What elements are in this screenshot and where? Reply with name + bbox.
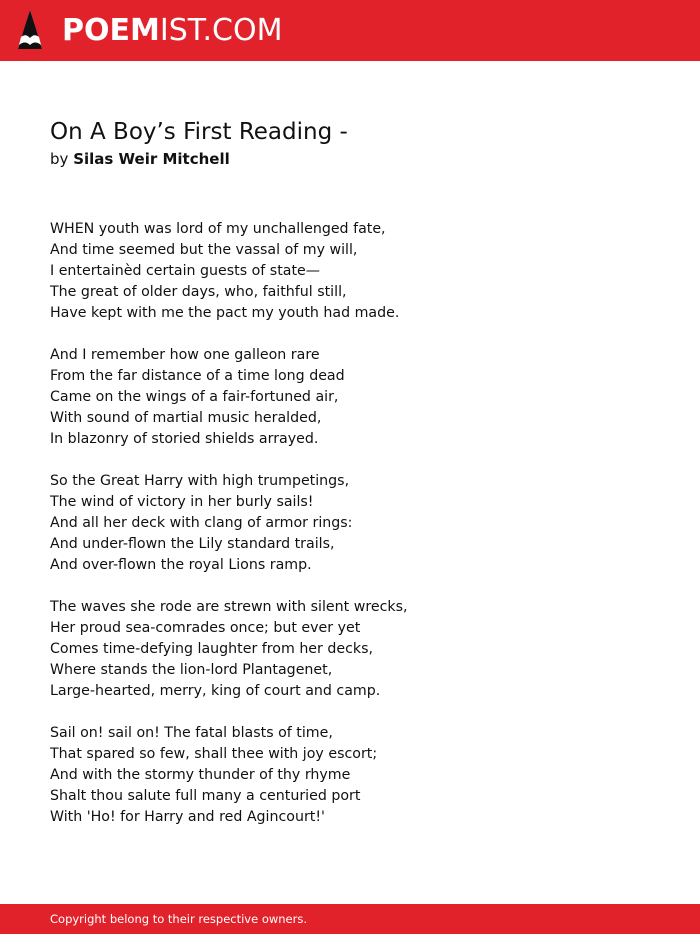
poem-line: And over-flown the royal Lions ramp. — [50, 557, 312, 573]
poem-line: Large-hearted, merry, king of court and camp. — [50, 683, 381, 699]
site-footer — [0, 904, 700, 934]
author-name: Silas Weir Mitchell — [73, 150, 230, 168]
poem-line: Where stands the lion-lord Plantagenet, — [50, 662, 333, 678]
copyright-notice: Copyright belong to their respective owners. — [50, 912, 308, 926]
poem-line: I entertainèd certain guests of state— — [50, 263, 320, 279]
poem-line: And under-flown the Lily standard trails, — [50, 536, 335, 552]
poem-line: The wind of victory in her burly sails! — [50, 494, 314, 510]
logo-text-light: IST.COM — [159, 13, 283, 48]
stanza — [50, 597, 670, 702]
poem-line: Came on the wings of a fair-fortuned air, — [50, 389, 339, 405]
poem-line: That spared so few, shall thee with joy escort; — [50, 746, 378, 762]
poem-line: With sound of martial music heralded, — [50, 410, 322, 426]
poem-line: Shalt thou salute full many a centuried port — [50, 788, 361, 804]
stanza — [50, 471, 670, 576]
poem-line: Have kept with me the pact my youth had made. — [50, 305, 400, 321]
stanza — [50, 723, 670, 828]
site-header — [0, 0, 700, 61]
poem-line: Her proud sea-comrades once; but ever yet — [50, 620, 361, 636]
poem-line: The great of older days, who, faithful still, — [50, 284, 347, 300]
stanza — [50, 345, 670, 450]
poem-line: WHEN youth was lord of my unchallenged fate, — [50, 221, 386, 237]
site-logo[interactable] — [62, 11, 282, 51]
poem-title: On A Boy’s First Reading - — [50, 119, 348, 145]
poem-line: In blazonry of storied shields arrayed. — [50, 431, 319, 447]
poem-line: With 'Ho! for Harry and red Agincourt!' — [50, 809, 325, 825]
poem-line: Comes time-defying laughter from her decks, — [50, 641, 374, 657]
poem-line: Sail on! sail on! The fatal blasts of time, — [50, 725, 333, 741]
poem-line: The waves she rode are strewn with silent wrecks, — [50, 599, 408, 615]
logo-text-bold: POEM — [62, 13, 160, 48]
poem-line: From the far distance of a time long dead — [50, 368, 345, 384]
poem-byline — [50, 148, 230, 170]
poem-body — [50, 219, 670, 849]
by-label: by — [50, 150, 69, 168]
poem-line: And time seemed but the vassal of my will, — [50, 242, 358, 258]
poem-line: So the Great Harry with high trumpetings, — [50, 473, 350, 489]
pencil-tip-icon[interactable] — [17, 9, 43, 55]
poem-line: And I remember how one galleon rare — [50, 347, 320, 363]
stanza — [50, 219, 670, 324]
poem-line: And all her deck with clang of armor rings: — [50, 515, 353, 531]
poem-line: And with the stormy thunder of thy rhyme — [50, 767, 351, 783]
